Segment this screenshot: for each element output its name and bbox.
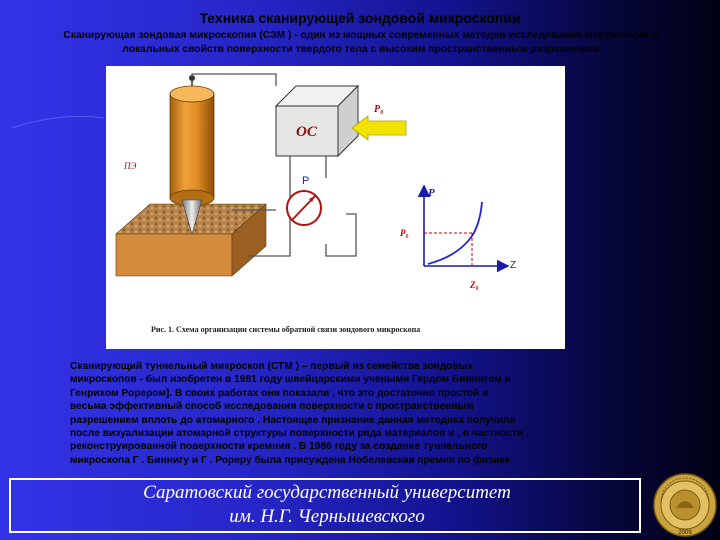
body-paragraph	[70, 360, 630, 467]
subtitle-line: локальных свойств поверхности твердого тела с высоким пространственным разрешением	[122, 44, 600, 55]
university-eponym: им. Н.Г. Чернышевского	[229, 506, 425, 527]
body-line: после визуализации атомарной структуры поверхности ряда материалов и , в частности ,	[70, 428, 529, 440]
slide-title: Техника сканирующей зондовой микроскопии	[199, 10, 521, 26]
piezo-label: ПЭ	[124, 161, 137, 171]
signal-gauge	[287, 191, 321, 225]
figure-caption: Рис. 1. Схема организации системы обратной связи зондового микроскопа	[151, 325, 421, 334]
body-line: Генрихом Рорером]. В своих работах они показали , что это достаточно простой и	[70, 387, 489, 399]
body-line: весьма эффективный способ исследования поверхности с пространственным	[70, 401, 474, 413]
setpoint-label: P₀	[374, 104, 384, 115]
body-line: микроскопа Г . Биннигу и Г . Рореру была присуждена Нобелевская премия по физике	[70, 454, 511, 466]
seal-year: 2009	[678, 530, 692, 536]
graph-x-marker-label: Z₀	[470, 280, 479, 290]
feedback-system-label: ОС	[296, 124, 317, 140]
feedback-diagram	[106, 66, 565, 349]
graph-y-axis-label: P	[428, 187, 435, 199]
body-line: Сканирующий туннельный микроскоп (СТМ ) – первый из семейства зондовых	[70, 361, 474, 372]
graph-x-axis-label: Z	[510, 260, 517, 271]
force-distance-graph	[424, 186, 508, 266]
slide-subtitle	[8, 29, 714, 57]
university-name: Саратовский государственный университет	[143, 482, 511, 503]
body-line: микроскопов - был изобретен в 1981 году швейцарскими учеными Гердом Биннигом и	[70, 374, 511, 386]
body-line: реконструированной поверхности кремния . В 1986 году за создание туннельного	[70, 441, 488, 453]
university-seal-logo	[652, 472, 718, 538]
university-footer	[9, 478, 641, 533]
gauge-label: P	[302, 175, 310, 187]
subtitle-line: Сканирующая зондовая микроскопия (СЗМ ) - один из мощных современных методов исследования морфологии и	[63, 30, 659, 41]
feedback-system-box	[276, 86, 358, 156]
setpoint-arrow	[352, 116, 406, 140]
body-line: разрешением вплоть до атомарного . Настоящее признание данная методика получила	[70, 414, 516, 426]
graph-y-marker-label: P₀	[400, 228, 409, 238]
feedback-diagram-figure	[106, 66, 565, 349]
